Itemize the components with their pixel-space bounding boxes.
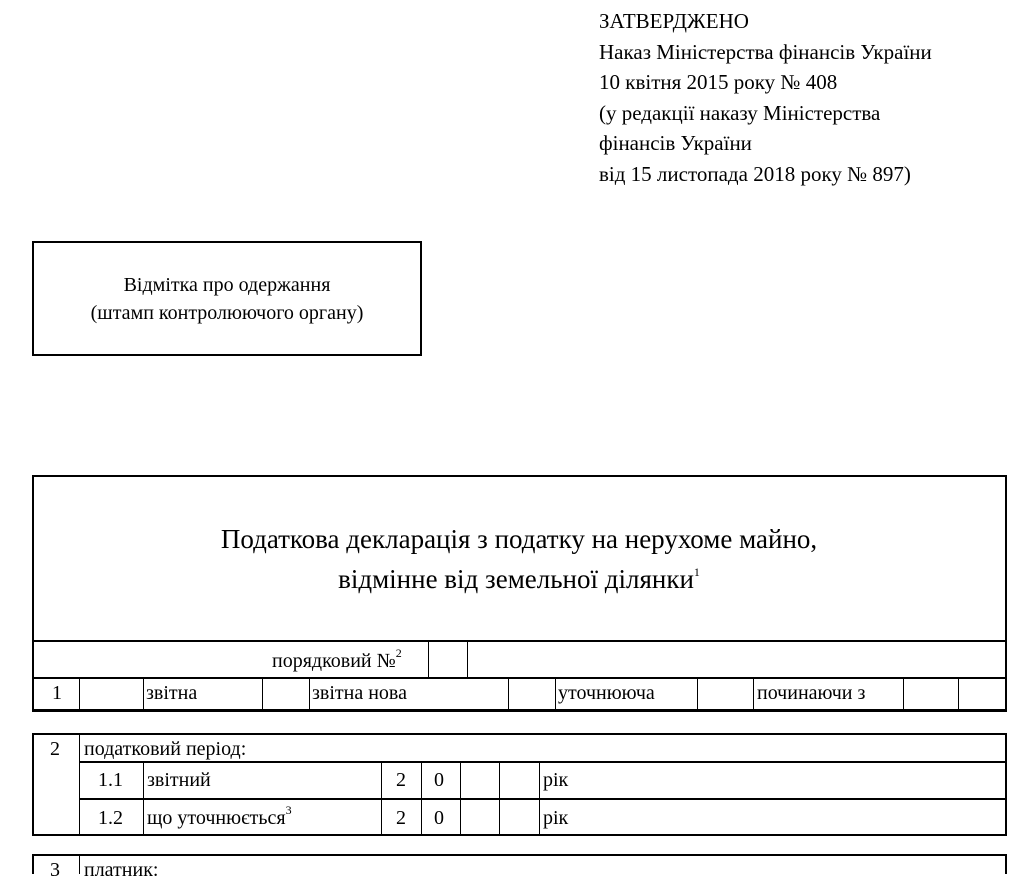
year-digit: 2: [396, 769, 406, 791]
reporting-period-label: звітний: [147, 769, 211, 791]
starting-from-checkbox[interactable]: [698, 679, 753, 709]
cell-border: [539, 762, 540, 835]
clarified-period-label: [147, 803, 292, 830]
year-digit-input[interactable]: [461, 800, 499, 835]
start-month-cell[interactable]: [959, 679, 1005, 709]
year-digit: 0: [434, 769, 444, 791]
cell-border: [499, 762, 500, 835]
serial-label: [272, 646, 402, 673]
cell-border: [143, 762, 144, 835]
year-digit-input[interactable]: [500, 800, 539, 835]
payer-label: платник:: [84, 859, 159, 881]
cell-border: [381, 762, 382, 835]
divider: [32, 640, 1007, 642]
new-report-type-label: звітна нова: [312, 682, 407, 704]
serial-footnote-mark: 2: [395, 646, 402, 661]
cell-border: [753, 678, 754, 710]
serial-number-cell[interactable]: [429, 642, 467, 677]
year-label: рік: [543, 769, 569, 791]
title-line-1: Податкова декларація з податку на нерухоме майно,: [220, 524, 818, 554]
start-month-cell[interactable]: [904, 679, 958, 709]
approval-line: Наказ Міністерства фінансів України: [599, 39, 932, 64]
approval-line: 10 квітня 2015 року № 408: [599, 70, 838, 94]
cell-border: [143, 678, 144, 710]
row-number: 2: [50, 738, 60, 760]
cell-border: [467, 641, 468, 678]
stamp-sublabel: (штамп контролюючого органу): [90, 301, 364, 324]
stamp-label: Відмітка про одержання: [123, 273, 331, 296]
title-line-2: відмінне від земельної ділянки: [338, 564, 694, 594]
serial-label-text: порядковий №: [272, 650, 396, 672]
new-report-type-checkbox[interactable]: [263, 679, 309, 709]
cell-border: [79, 856, 80, 874]
divider: [80, 761, 1006, 763]
subrow-number: 1.2: [98, 807, 123, 829]
starting-from-label: починаючи з: [757, 682, 866, 704]
tax-period-label: податковий період:: [84, 738, 247, 760]
payer-section: [32, 854, 1007, 874]
year-digit: 2: [396, 807, 406, 829]
divider: [32, 709, 1007, 711]
subrow-number: 1.1: [98, 769, 123, 791]
cell-border: [309, 678, 310, 710]
declaration-title: [34, 519, 1004, 599]
report-type-checkbox[interactable]: [80, 679, 143, 709]
cell-border: [555, 678, 556, 710]
clarifying-type-checkbox[interactable]: [509, 679, 555, 709]
receipt-stamp-box: [32, 241, 422, 356]
year-digit: 0: [434, 807, 444, 829]
approval-line: ЗАТВЕРДЖЕНО: [599, 9, 749, 33]
clarified-footnote-mark: 3: [285, 803, 292, 818]
cell-border: [421, 762, 422, 835]
divider: [80, 798, 1006, 800]
approval-line: (у редакції наказу Міністерства: [599, 100, 881, 125]
year-label: рік: [543, 807, 569, 829]
clarified-period-text: що уточнюється: [147, 807, 286, 829]
report-type-label: звітна: [146, 682, 198, 704]
approval-line: фінансів України: [599, 131, 752, 155]
year-digit-input[interactable]: [461, 763, 499, 798]
row-number: 3: [50, 859, 60, 881]
approval-block: [599, 6, 932, 189]
row-number: 1: [52, 682, 62, 704]
year-digit-input[interactable]: [500, 763, 539, 798]
title-footnote-mark: 1: [693, 565, 700, 579]
cell-border: [79, 734, 80, 835]
clarifying-type-label: уточнююча: [558, 682, 655, 704]
cell-border: [460, 762, 461, 835]
approval-line: від 15 листопада 2018 року № 897): [599, 161, 911, 186]
